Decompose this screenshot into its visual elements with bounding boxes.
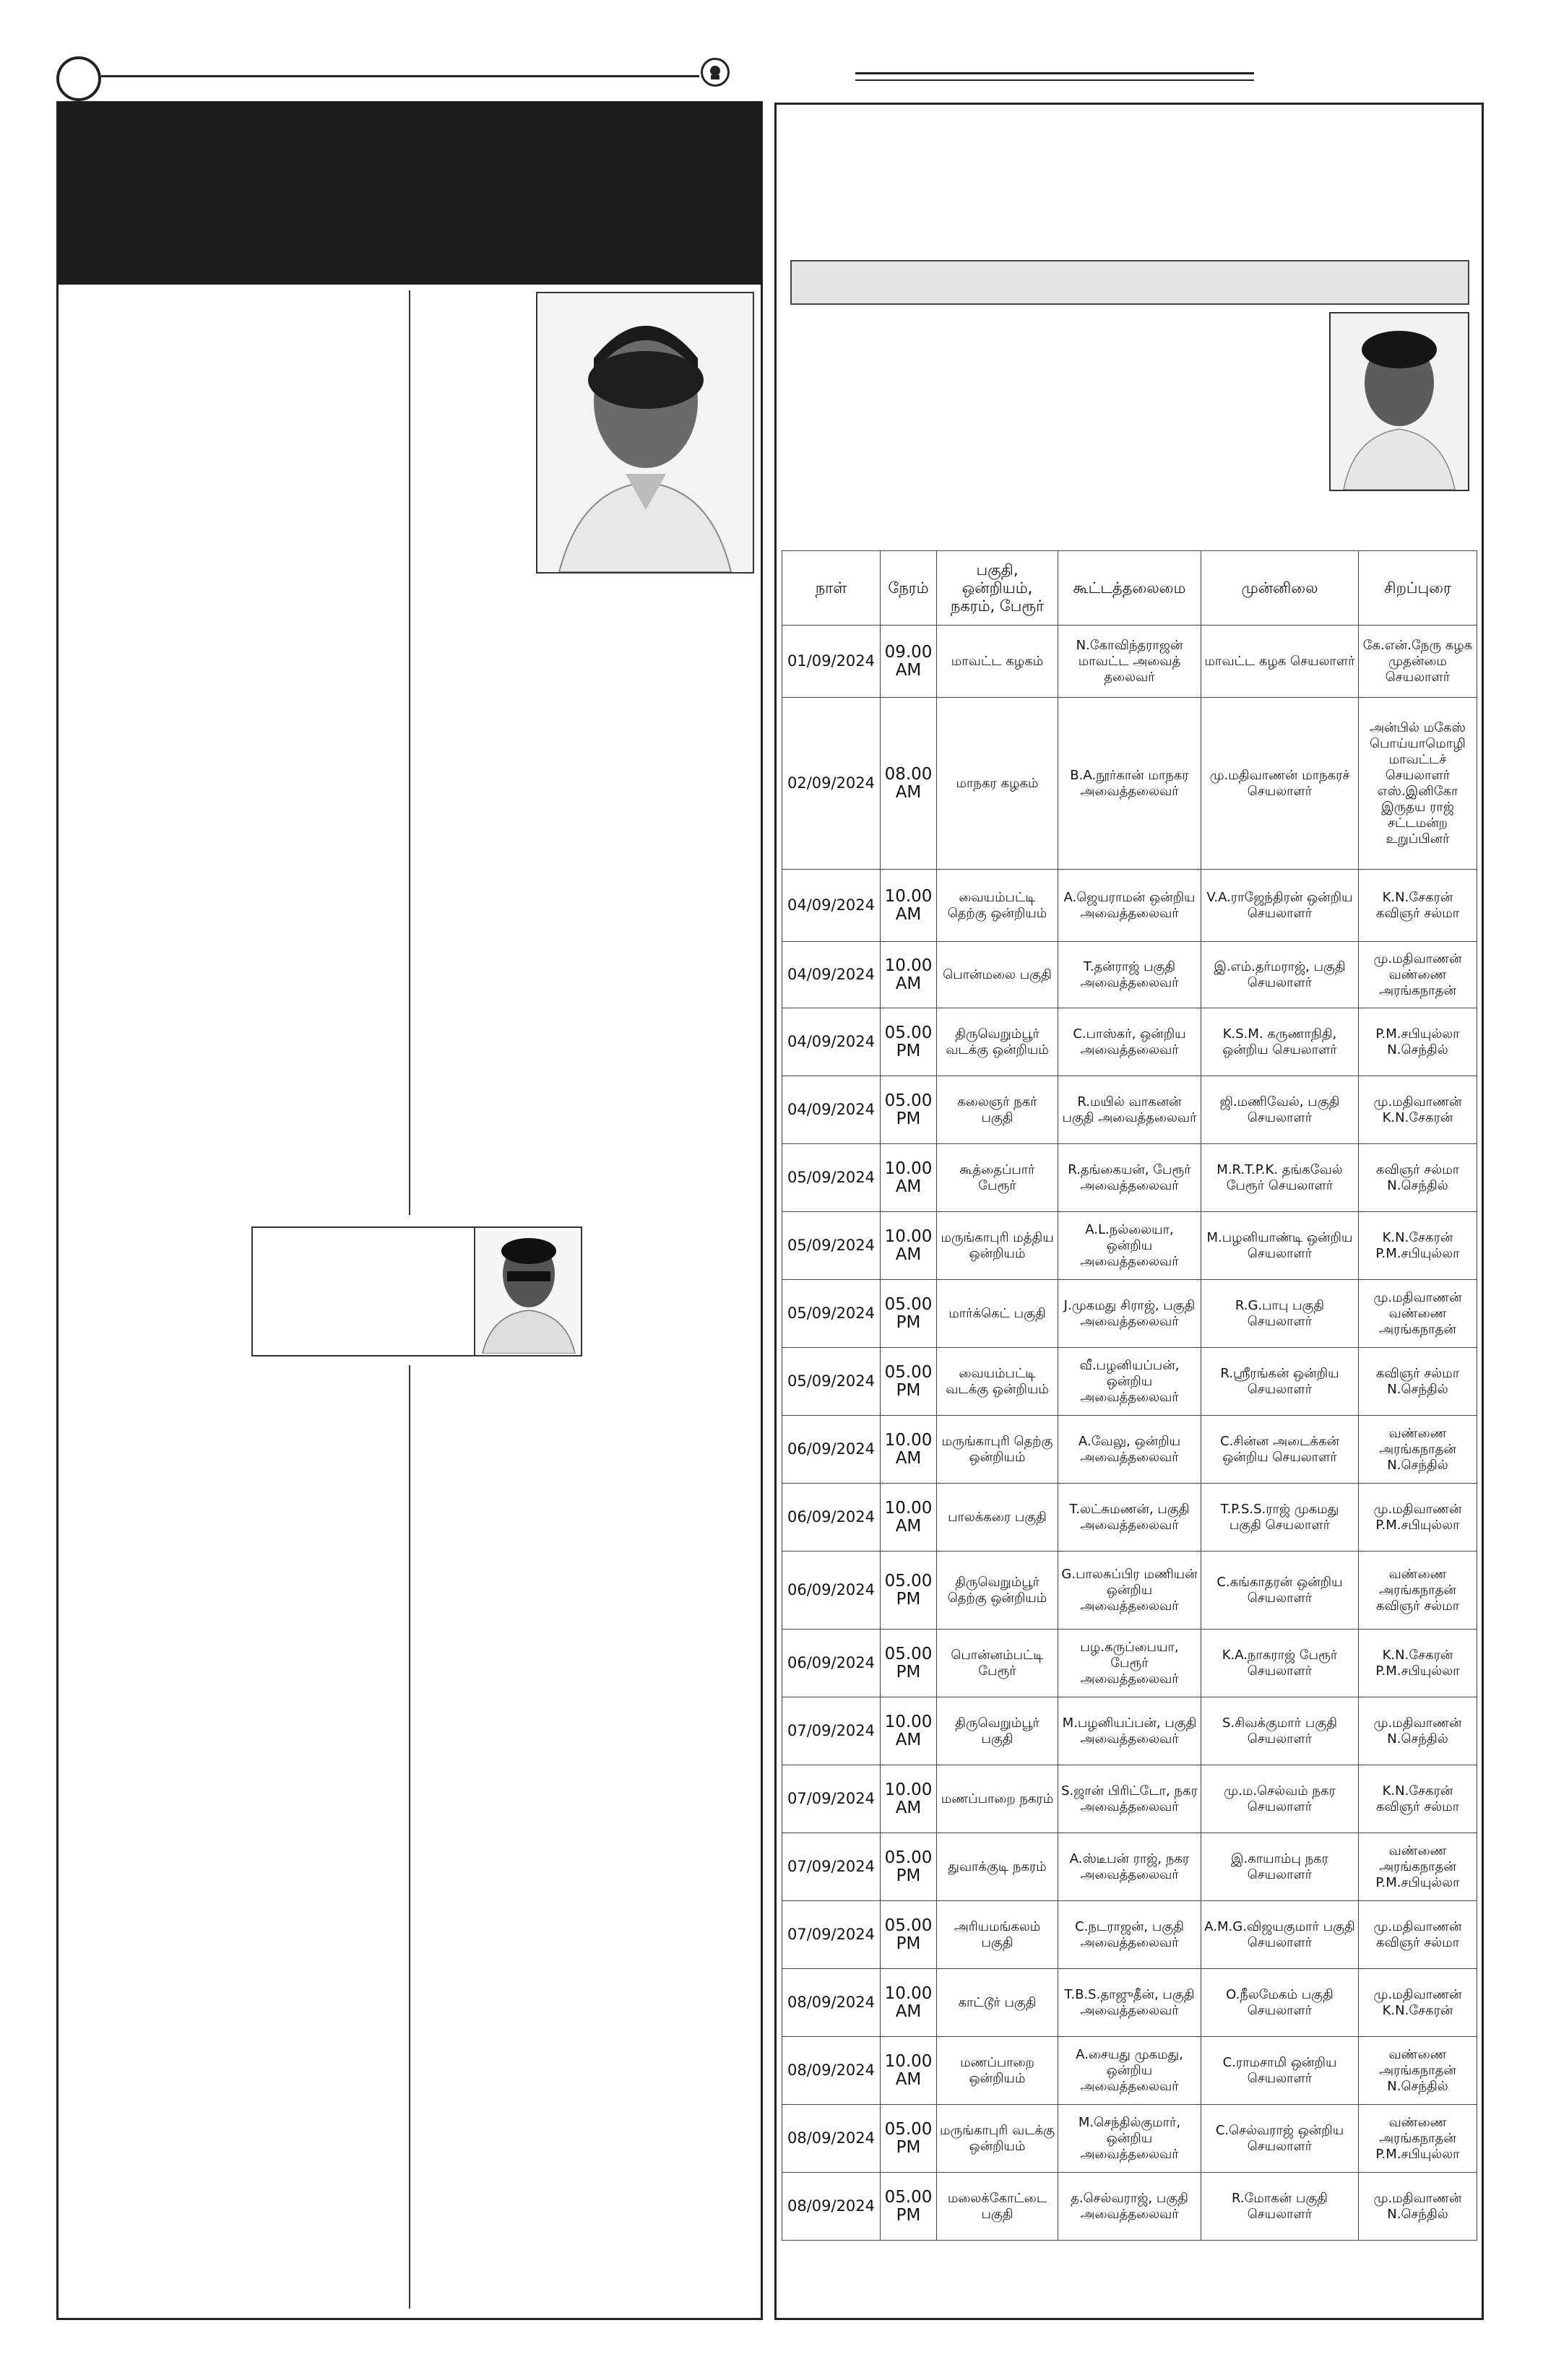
row-chair: A.வேலு, ஒன்றிய அவைத்தலைவர் xyxy=(1058,1416,1201,1484)
table-row xyxy=(782,2037,1477,2105)
row-speaker: மு.மதிவாணன் K.N.சேகரன் xyxy=(1359,1076,1477,1144)
row-presence: M.R.T.P.K. தங்கவேல் பேரூர் செயலாளர் xyxy=(1201,1144,1359,1212)
table-row xyxy=(782,698,1477,870)
row-date: 04/09/2024 xyxy=(782,942,881,1008)
row-speaker: வண்ணை அரங்கநாதன் N.செந்தில் xyxy=(1359,1416,1477,1484)
table-row xyxy=(782,1765,1477,1833)
row-time: 10.00 AM xyxy=(881,1969,937,2037)
row-date: 04/09/2024 xyxy=(782,1008,881,1076)
row-speaker: மு.மதிவாணன் கவிஞர் சல்மா xyxy=(1359,1901,1477,1969)
row-speaker: வண்ணை அரங்கநாதன் P.M.சபியுல்லா xyxy=(1359,1833,1477,1901)
row-time: 09.00 AM xyxy=(881,626,937,698)
row-date: 08/09/2024 xyxy=(782,2105,881,2173)
row-time: 10.00 AM xyxy=(881,1484,937,1552)
row-date: 04/09/2024 xyxy=(782,870,881,942)
row-presence: K.A.நாகராஜ் பேரூர் செயலாளர் xyxy=(1201,1630,1359,1697)
row-date: 08/09/2024 xyxy=(782,1969,881,2037)
table-row xyxy=(782,1901,1477,1969)
row-date: 07/09/2024 xyxy=(782,1901,881,1969)
row-time: 05.00 PM xyxy=(881,1833,937,1901)
header-date: நாள் xyxy=(782,551,881,626)
row-time: 10.00 AM xyxy=(881,870,937,942)
row-presence: K.S.M. கருணாநிதி, ஒன்றிய செயலாளர் xyxy=(1201,1008,1359,1076)
portrait-photo-main xyxy=(536,292,754,574)
header-presence: முன்னிலை xyxy=(1201,551,1359,626)
row-time: 10.00 AM xyxy=(881,1416,937,1484)
row-time: 05.00 PM xyxy=(881,1348,937,1416)
header-rule-right-thin xyxy=(855,79,1254,81)
row-date: 06/09/2024 xyxy=(782,1552,881,1630)
row-chair: C.நடராஜன், பகுதி அவைத்தலைவர் xyxy=(1058,1901,1201,1969)
row-speaker: வண்ணை அரங்கநாதன் கவிஞர் சல்மா xyxy=(1359,1552,1477,1630)
row-area: பொன்னம்பட்டி பேரூர் xyxy=(937,1630,1058,1697)
row-presence: R.G.பாபு பகுதி செயலாளர் xyxy=(1201,1280,1359,1348)
row-time: 08.00 AM xyxy=(881,698,937,870)
row-presence: இ.எம்.தர்மராஜ், பகுதி செயலாளர் xyxy=(1201,942,1359,1008)
row-presence: ஜி.மணிவேல், பகுதி செயலாளர் xyxy=(1201,1076,1359,1144)
header-rule-left xyxy=(101,75,699,77)
table-row xyxy=(782,942,1477,1008)
row-presence: மாவட்ட கழக செயலாளர் xyxy=(1201,626,1359,698)
table-row xyxy=(782,1552,1477,1630)
row-speaker: வண்ணை அரங்கநாதன் P.M.சபியுல்லா xyxy=(1359,2105,1477,2173)
row-area: திருவெறும்பூர் தெற்கு ஒன்றியம் xyxy=(937,1552,1058,1630)
left-headline-banner xyxy=(58,103,761,285)
row-presence: இ.காயாம்பு நகர செயலாளர் xyxy=(1201,1833,1359,1901)
row-date: 05/09/2024 xyxy=(782,1144,881,1212)
schedule-header-row xyxy=(782,551,1477,626)
row-area: மார்க்கெட் பகுதி xyxy=(937,1280,1058,1348)
row-chair: A.சையது முகமது, ஒன்றிய அவைத்தலைவர் xyxy=(1058,2037,1201,2105)
row-chair: A.L.நல்லையா, ஒன்றிய அவைத்தலைவர் xyxy=(1058,1212,1201,1280)
row-date: 05/09/2024 xyxy=(782,1348,881,1416)
row-area: மாநகர கழகம் xyxy=(937,698,1058,870)
row-chair: M.பழனியப்பன், பகுதி அவைத்தலைவர் xyxy=(1058,1697,1201,1765)
header-chair: கூட்டத்தலைமை xyxy=(1058,551,1201,626)
row-time: 05.00 PM xyxy=(881,1076,937,1144)
party-emblem-icon xyxy=(701,58,730,87)
row-area: மருங்காபுரி தெற்கு ஒன்றியம் xyxy=(937,1416,1058,1484)
row-presence: மு.ம.செல்வம் நகர செயலாளர் xyxy=(1201,1765,1359,1833)
row-chair: T.B.S.தாஜுதீன், பகுதி அவைத்தலைவர் xyxy=(1058,1969,1201,2037)
row-speaker: கவிஞர் சல்மா N.செந்தில் xyxy=(1359,1348,1477,1416)
row-area: துவாக்குடி நகரம் xyxy=(937,1833,1058,1901)
left-column-divider-bottom xyxy=(409,1365,410,2308)
row-time: 05.00 PM xyxy=(881,1008,937,1076)
row-speaker: கே.என்.நேரு கழக முதன்மை செயலாளர் xyxy=(1359,626,1477,698)
row-time: 05.00 PM xyxy=(881,1630,937,1697)
header-area: பகுதி, ஒன்றியம், நகரம், பேரூர் xyxy=(937,551,1058,626)
row-speaker: வண்ணை அரங்கநாதன் N.செந்தில் xyxy=(1359,2037,1477,2105)
row-presence: C.சின்ன அடைக்கன் ஒன்றிய செயலாளர் xyxy=(1201,1416,1359,1484)
row-area: திருவெறும்பூர் பகுதி xyxy=(937,1697,1058,1765)
row-chair: N.கோவிந்தராஜன் மாவட்ட அவைத் தலைவர் xyxy=(1058,626,1201,698)
table-row xyxy=(782,2105,1477,2173)
header-rule-right xyxy=(855,72,1254,74)
row-chair: A.ஸ்டீபன் ராஜ், நகர அவைத்தலைவர் xyxy=(1058,1833,1201,1901)
row-speaker: K.N.சேகரன் P.M.சபியுல்லா xyxy=(1359,1212,1477,1280)
row-chair: B.A.நூர்கான் மாநகர அவைத்தலைவர் xyxy=(1058,698,1201,870)
row-date: 07/09/2024 xyxy=(782,1697,881,1765)
row-presence: R.மோகன் பகுதி செயலாளர் xyxy=(1201,2173,1359,2241)
row-area: வையம்பட்டி தெற்கு ஒன்றியம் xyxy=(937,870,1058,942)
row-area: திருவெறும்பூர் வடக்கு ஒன்றியம் xyxy=(937,1008,1058,1076)
row-presence: T.P.S.S.ராஜ் முகமது பகுதி செயலாளர் xyxy=(1201,1484,1359,1552)
row-time: 05.00 PM xyxy=(881,1901,937,1969)
row-time: 05.00 PM xyxy=(881,1280,937,1348)
row-presence: A.M.G.விஜயகுமார் பகுதி செயலாளர் xyxy=(1201,1901,1359,1969)
row-date: 05/09/2024 xyxy=(782,1280,881,1348)
row-time: 05.00 PM xyxy=(881,2105,937,2173)
row-presence: C.கங்காதரன் ஒன்றிய செயலாளர் xyxy=(1201,1552,1359,1630)
table-row xyxy=(782,1008,1477,1076)
schedule-title-bar xyxy=(790,260,1469,305)
table-row xyxy=(782,1697,1477,1765)
table-row xyxy=(782,1416,1477,1484)
row-area: அரியமங்கலம் பகுதி xyxy=(937,1901,1058,1969)
row-speaker: K.N.சேகரன் கவிஞர் சல்மா xyxy=(1359,870,1477,942)
row-area: கூத்தைப்பார் பேரூர் xyxy=(937,1144,1058,1212)
row-speaker: P.M.சபியுல்லா N.செந்தில் xyxy=(1359,1008,1477,1076)
portrait-photo-minister xyxy=(1329,312,1469,491)
schedule-table xyxy=(782,550,1477,2241)
row-time: 10.00 AM xyxy=(881,1697,937,1765)
table-row xyxy=(782,870,1477,942)
row-speaker: மு.மதிவாணன் வண்ணை அரங்கநாதன் xyxy=(1359,1280,1477,1348)
row-presence: V.A.ராஜேந்திரன் ஒன்றிய செயலாளர் xyxy=(1201,870,1359,942)
row-time: 10.00 AM xyxy=(881,1212,937,1280)
row-chair: S.ஜான் பிரிட்டோ, நகர அவைத்தலைவர் xyxy=(1058,1765,1201,1833)
author-photo xyxy=(477,1229,579,1354)
row-area: காட்டூர் பகுதி xyxy=(937,1969,1058,2037)
row-date: 01/09/2024 xyxy=(782,626,881,698)
row-date: 05/09/2024 xyxy=(782,1212,881,1280)
row-presence: O.நீலமேகம் பகுதி செயலாளர் xyxy=(1201,1969,1359,2037)
left-column-divider-top xyxy=(409,290,410,1215)
row-area: மணப்பாறை நகரம் xyxy=(937,1765,1058,1833)
row-time: 05.00 PM xyxy=(881,2173,937,2241)
row-speaker: மு.மதிவாணன் வண்ணை அரங்கநாதன் xyxy=(1359,942,1477,1008)
table-row xyxy=(782,1144,1477,1212)
row-presence: S.சிவக்குமார் பகுதி செயலாளர் xyxy=(1201,1697,1359,1765)
table-row xyxy=(782,1076,1477,1144)
table-row xyxy=(782,2173,1477,2241)
row-presence: C.ராமசாமி ஒன்றிய செயலாளர் xyxy=(1201,2037,1359,2105)
table-row xyxy=(782,1833,1477,1901)
row-speaker: K.N.சேகரன் கவிஞர் சல்மா xyxy=(1359,1765,1477,1833)
row-chair: T.தன்ராஜ் பகுதி அவைத்தலைவர் xyxy=(1058,942,1201,1008)
row-presence: R.ஸ்ரீரங்கன் ஒன்றிய செயலாளர் xyxy=(1201,1348,1359,1416)
row-speaker: மு.மதிவாணன் N.செந்தில் xyxy=(1359,2173,1477,2241)
row-area: மருங்காபுரி மத்திய ஒன்றியம் xyxy=(937,1212,1058,1280)
row-speaker: அன்பில் மகேஸ் பொய்யாமொழி மாவட்டச் செயலாளர் எஸ்.இனிகோ இருதய ராஜ் சட்டமன்ற உறுப்பினர் xyxy=(1359,698,1477,870)
row-area: வையம்பட்டி வடக்கு ஒன்றியம் xyxy=(937,1348,1058,1416)
row-chair: த.செல்வராஜ், பகுதி அவைத்தலைவர் xyxy=(1058,2173,1201,2241)
table-row xyxy=(782,1969,1477,2037)
row-chair: R.தங்கையன், பேரூர் அவைத்தலைவர் xyxy=(1058,1144,1201,1212)
row-speaker: மு.மதிவாணன் P.M.சபியுல்லா xyxy=(1359,1484,1477,1552)
row-time: 10.00 AM xyxy=(881,1144,937,1212)
page-marker-circle xyxy=(56,56,101,101)
row-date: 07/09/2024 xyxy=(782,1765,881,1833)
table-row xyxy=(782,1348,1477,1416)
row-speaker: மு.மதிவாணன் N.செந்தில் xyxy=(1359,1697,1477,1765)
table-row xyxy=(782,1212,1477,1280)
row-speaker: K.N.சேகரன் P.M.சபியுல்லா xyxy=(1359,1630,1477,1697)
row-area: மாவட்ட கழகம் xyxy=(937,626,1058,698)
row-date: 02/09/2024 xyxy=(782,698,881,870)
row-chair: பழ.கருப்பையா, பேரூர் அவைத்தலைவர் xyxy=(1058,1630,1201,1697)
row-area: பாலக்கரை பகுதி xyxy=(937,1484,1058,1552)
row-area: மருங்காபுரி வடக்கு ஒன்றியம் xyxy=(937,2105,1058,2173)
row-chair: J.முகமது சிராஜ், பகுதி அவைத்தலைவர் xyxy=(1058,1280,1201,1348)
header-time: நேரம் xyxy=(881,551,937,626)
row-chair: C.பாஸ்கர், ஒன்றிய அவைத்தலைவர் xyxy=(1058,1008,1201,1076)
row-area: மணப்பாறை ஒன்றியம் xyxy=(937,2037,1058,2105)
row-date: 06/09/2024 xyxy=(782,1630,881,1697)
row-date: 06/09/2024 xyxy=(782,1416,881,1484)
row-chair: A.ஜெயராமன் ஒன்றிய அவைத்தலைவர் xyxy=(1058,870,1201,942)
row-speaker: மு.மதிவாணன் K.N.சேகரன் xyxy=(1359,1969,1477,2037)
table-row xyxy=(782,1280,1477,1348)
row-presence: C.செல்வராஜ் ஒன்றிய செயலாளர் xyxy=(1201,2105,1359,2173)
row-date: 04/09/2024 xyxy=(782,1076,881,1144)
row-area: மலைக்கோட்டை பகுதி xyxy=(937,2173,1058,2241)
row-chair: M.செந்தில்குமார், ஒன்றிய அவைத்தலைவர் xyxy=(1058,2105,1201,2173)
row-presence: M.பழனியாண்டி ஒன்றிய செயலாளர் xyxy=(1201,1212,1359,1280)
row-date: 08/09/2024 xyxy=(782,2037,881,2105)
row-date: 08/09/2024 xyxy=(782,2173,881,2241)
byline-divider xyxy=(474,1228,475,1355)
row-time: 05.00 PM xyxy=(881,1552,937,1630)
table-row xyxy=(782,1630,1477,1697)
row-chair: T.லட்சுமணன், பகுதி அவைத்தலைவர் xyxy=(1058,1484,1201,1552)
row-time: 10.00 AM xyxy=(881,2037,937,2105)
row-area: கலைஞர் நகர் பகுதி xyxy=(937,1076,1058,1144)
row-presence: மு.மதிவாணன் மாநகரச் செயலாளர் xyxy=(1201,698,1359,870)
table-row xyxy=(782,626,1477,698)
row-date: 07/09/2024 xyxy=(782,1833,881,1901)
row-area: பொன்மலை பகுதி xyxy=(937,942,1058,1008)
row-date: 06/09/2024 xyxy=(782,1484,881,1552)
schedule-table-wrapper xyxy=(782,550,1477,2241)
header-speaker: சிறப்புரை xyxy=(1359,551,1477,626)
row-time: 10.00 AM xyxy=(881,1765,937,1833)
row-chair: G.பாலசுப்பிர மணியன் ஒன்றிய அவைத்தலைவர் xyxy=(1058,1552,1201,1630)
row-speaker: கவிஞர் சல்மா N.செந்தில் xyxy=(1359,1144,1477,1212)
table-row xyxy=(782,1484,1477,1552)
row-chair: R.மயில் வாகனன் பகுதி அவைத்தலைவர் xyxy=(1058,1076,1201,1144)
row-time: 10.00 AM xyxy=(881,942,937,1008)
row-chair: வீ.பழனியப்பன், ஒன்றிய அவைத்தலைவர் xyxy=(1058,1348,1201,1416)
